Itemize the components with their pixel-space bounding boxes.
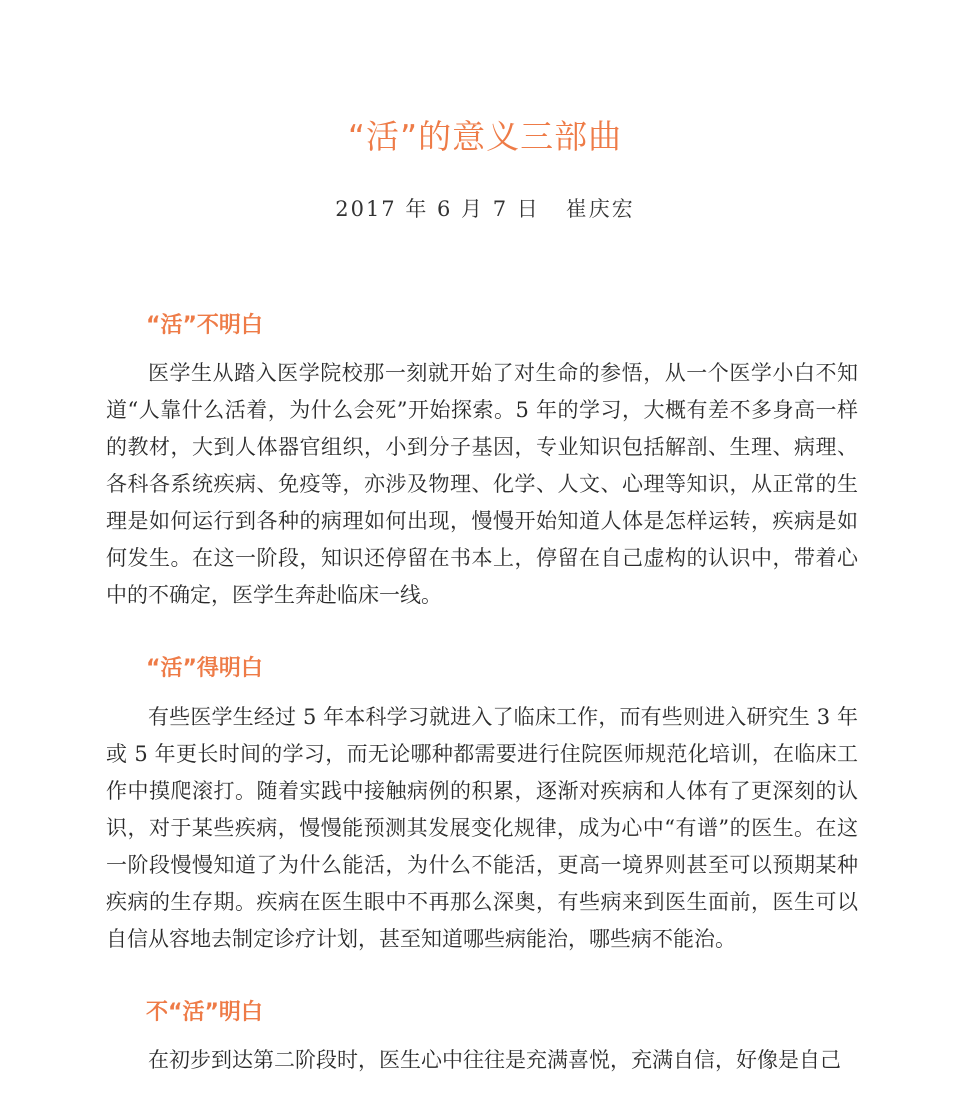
section-heading-2: “活”得明白 (146, 656, 263, 681)
section-paragraph-1: 医学生从踏入医学院校那一刻就开始了对生命的参悟，从一个医学小白不知道“人靠什么活着，为什么会死”开始探索。5 年的学习，大概有差不多身高一样的教材，大到人体器官组织，小到分子基因，专业知识包括解剖、生理、病理、各科各系统疾病、免疫等，亦涉及物理、化学、人文、心理等知识，从正常的生理是如何运行到各种的病理如何出现，慢慢开始知道人体是怎样运转，疾病是如何发生。在这一阶段，知识还停留在书本上，停留在自己虚构的认识中，带着心中的不确定，医学生奔赴临床一线。 (106, 361, 858, 607)
section-heading-3: 不“活”明白 (146, 1000, 263, 1025)
publish-date: 2017 年 6 月 7 日 (335, 197, 540, 221)
author-name: 崔庆宏 (565, 197, 635, 221)
section-paragraph-2: 有些医学生经过 5 年本科学习就进入了临床工作，而有些则进入研究生 3 年或 5 年更长时间的学习，而无论哪种都需要进行住院医师规范化培训，在临床工作中摸爬滚打。随着实践中接触病例的积累，逐渐对疾病和人体有了更深刻的认识，对于某些疾病，慢慢能预测其发展变化规律，成为心中“有谱”的医生。在这一阶段慢慢知道了为什么能活，为什么不能活，更高一境界则甚至可以预期某种疾病的生存期。疾病在医生眼中不再那么深奥，有些病来到医生面前，医生可以自信从容地去制定诊疗计划，甚至知道哪些病能治，哪些病不能治。 (106, 705, 858, 951)
section-paragraph-3: 在初步到达第二阶段时，医生心中往往是充满喜悦，充满自信，好像是自己 (148, 1048, 841, 1072)
byline (0, 192, 970, 226)
document-title: “活”的意义三部曲 (347, 117, 623, 156)
section-heading-1: “活”不明白 (146, 313, 263, 338)
